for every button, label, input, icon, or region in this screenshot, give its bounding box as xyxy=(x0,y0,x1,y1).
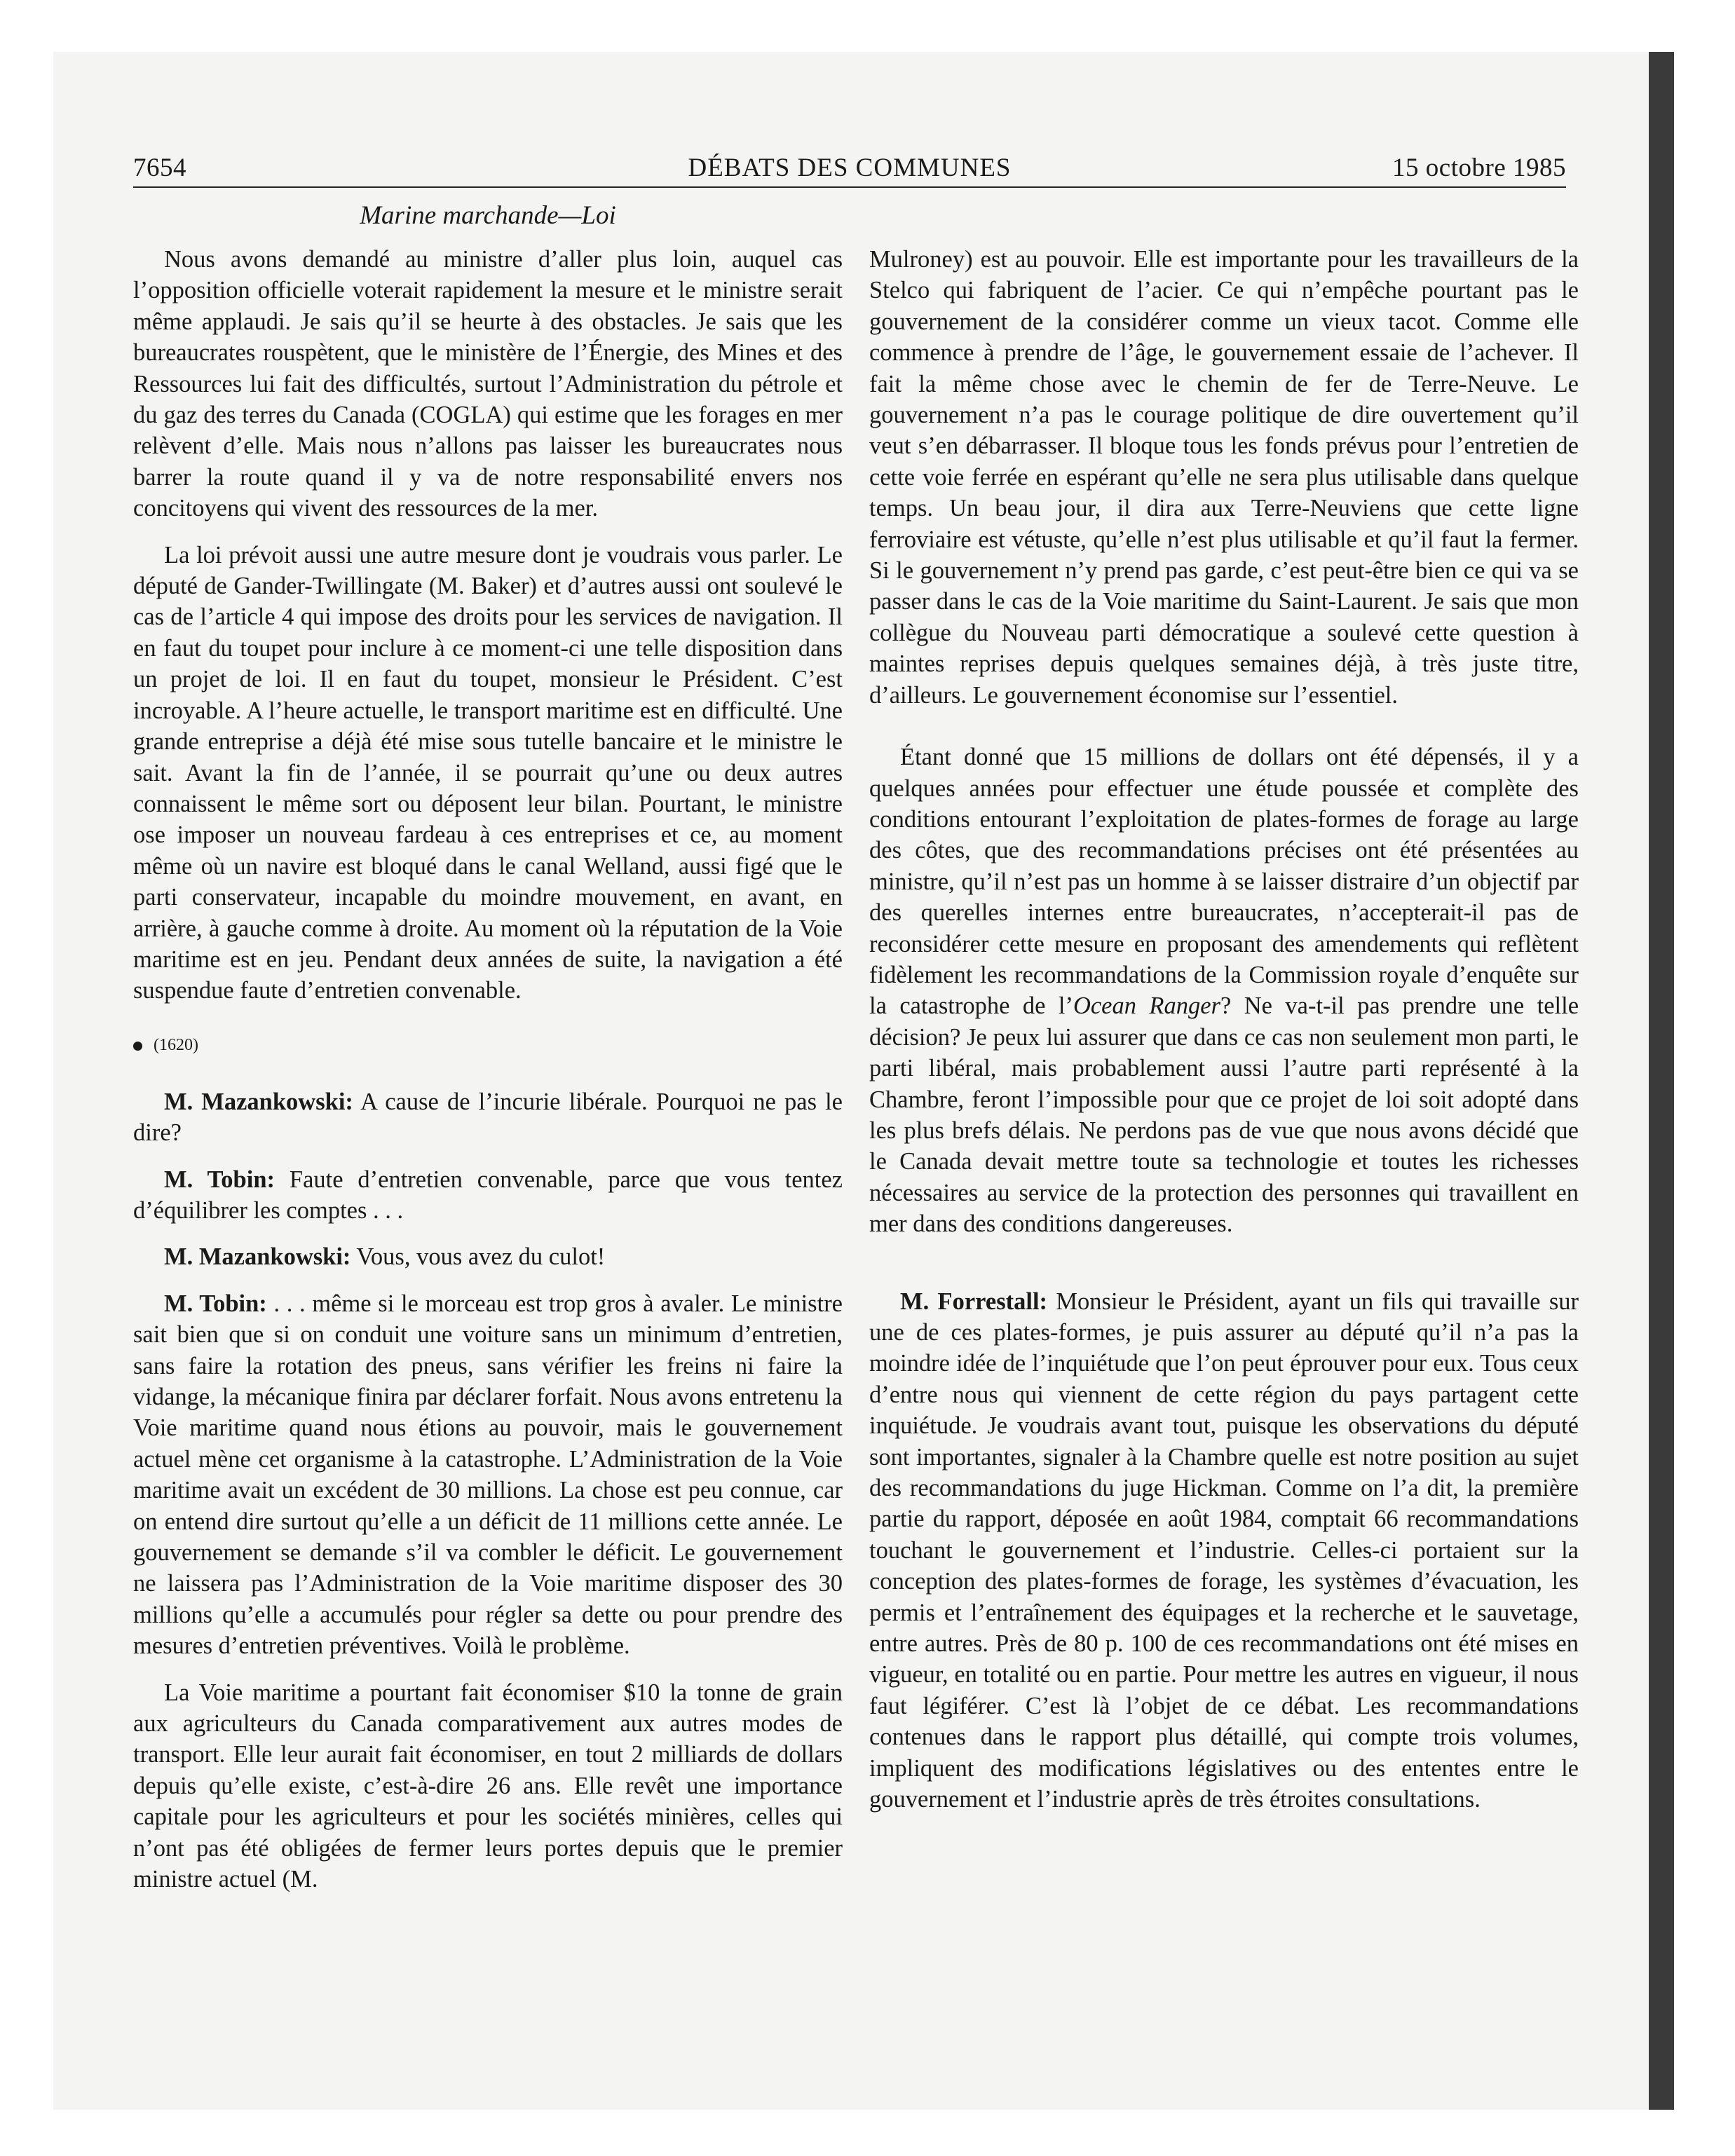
ship-name: Ocean Ranger xyxy=(1073,992,1220,1020)
page-header xyxy=(133,153,1566,189)
paragraph-text: ? Ne va-t-il pas prendre une telle décision? Je peux lui assurer que dans ce cas non seulement mon parti, le parti libéral, mais probablement aussi l’autre parti représenté à la Chambre, feront l’impossible pour que ce projet de loi soit adopté dans les plus brefs délais. Ne perdons pas de vue que nous avons décidé que le Canada devait mettre toute sa technologie et toutes les richesses nécessaires au service de la protection des personnes qui travaillent en mer dans des conditions dangereuses. xyxy=(869,992,1579,1238)
speech xyxy=(133,1164,843,1227)
page-date: 15 octobre 1985 xyxy=(1392,153,1566,182)
time-marker xyxy=(133,1035,843,1056)
paragraph: Nous avons demandé au ministre d’aller plus loin, auquel cas l’opposition officielle voterait rapidement la mesure et le ministre serait même applaudi. Je sais qu’il se heurte à des obstacles. Je sais que les bureaucrates rouspètent, que le ministère de l’Énergie, des Mines et des Ressources lui fait des difficultés, surtout l’Administration du pétrole et du gaz des terres du Canada (COGLA) qui estime que les forages en mer relèvent d’elle. Mais nous n’allons pas laisser les bureaucrates nous barrer la route quand il y va de notre responsabilité envers nos concitoyens qui vivent des ressources de la mer. xyxy=(133,246,843,522)
paragraph-text: Étant donné que 15 millions de dollars ont été dépensés, il y a quelques années pour effectuer une étude poussée et complète des conditions entourant l’exploitation de plates-formes de forage au large des côtes, que des recommandations précises ont été présentées au ministre, qu’il n’est pas un homme à se laisser distraire d’un objectif par des querelles internes entre bureaucrates, n’accepterait-il pas de reconsidérer cette mesure en proposant des amendements qui reflètent fidèlement les recommandations de la Commission royale d’enquête sur la catastrophe de l’ xyxy=(869,744,1579,1020)
speech-text: . . . même si le morceau est trop gros à avaler. Le ministre sait bien que si on conduit une voiture sans un minimum d’entretien, sans faire la rotation des pneus, sans vérifier les freins ni faire la vidange, la mécanique finira par déclarer forfait. Nous avons entretenu la Voie maritime quand nous étions au pouvoir, mais le gouvernement actuel mène cet organisme à la catastrophe. L’Administration de la Voie maritime avait un excédent de 30 millions. La chose est peu connue, car on entend dire surtout qu’elle a un déficit de 11 millions cette année. Le gouvernement se demande s’il va combler le déficit. Le gouvernement ne laissera pas l’Administration de la Voie maritime disposer des 30 millions qu’elle a accumulés pour régler sa dette ou pour prendre des mesures d’entretien préventives. Voilà le problème. xyxy=(133,1290,843,1660)
speaker-name: M. Tobin: xyxy=(164,1290,267,1317)
time-marker-text: (1620) xyxy=(154,1035,198,1054)
scan-edge-bar xyxy=(1649,52,1674,2110)
speaker-name: M. Tobin: xyxy=(164,1166,275,1193)
publication-title: DÉBATS DES COMMUNES xyxy=(688,153,1012,182)
speaker-name: M. Mazankowski: xyxy=(164,1088,353,1115)
right-column xyxy=(869,244,1579,1815)
bullet-dot-icon xyxy=(133,1042,142,1051)
speech xyxy=(133,1288,843,1662)
paragraph: Mulroney) est au pouvoir. Elle est importante pour les travailleurs de la Stelco qui fabriquent de l’acier. Ce qui n’empêche pourtant pas le gouvernement de la considérer comme un vieux tacot. Comme elle commence à prendre de l’âge, le gouvernement essaie de l’achever. Il fait la même chose avec le chemin de fer de Terre-Neuve. Le gouvernement n’a pas le courage politique de dire ouvertement qu’il veut s’en débarrasser. Il bloque tous les fonds prévus pour l’entretien de cette voie ferrée en espérant qu’elle ne sera plus utilisable dans quelque temps. Un beau jour, il dira aux Terre-Neuviens que cette ligne ferroviaire est vétuste, qu’elle n’est plus utilisable et qu’il faut la fermer. Si le gouvernement n’y prend pas garde, c’est peut-être bien ce qui va se passer dans le cas de la Voie maritime du Saint-Laurent. Je sais que mon collègue du Nouveau parti démocratique a soulevé cette question à maintes reprises depuis quelques semaines déjà, à très juste titre, d’ailleurs. Le gouvernement économise sur l’essentiel. xyxy=(869,246,1579,709)
speaker-name: M. Forrestall: xyxy=(900,1288,1048,1315)
left-column xyxy=(133,244,843,1895)
page-number: 7654 xyxy=(133,153,186,182)
speech xyxy=(869,1286,1579,1815)
speech-text: Vous, vous avez du culot! xyxy=(351,1243,606,1271)
speech xyxy=(133,1241,843,1272)
paragraph: La Voie maritime a pourtant fait économiser $10 la tonne de grain aux agriculteurs du Canada comparativement aux autres modes de transport. Elle leur aurait fait économiser, en tout 2 milliards de dollars depuis qu’elle existe, c’est-à-dire 26 ans. Elle revêt une importance capitale pour les agriculteurs et pour les sociétés minières, celles qui n’ont pas été obligées de fermer leurs portes depuis que le premier ministre actuel (M. xyxy=(133,1679,843,1893)
speech-text: Monsieur le Président, ayant un fils qui travaille sur une de ces plates-formes, je puis assurer au député qu’il n’a pas la moindre idée de l’inquiétude que l’on peut éprouver pour eux. Tous ceux d’entre nous qui viennent de cette région du pays partagent cette inquiétude. Je voudrais avant tout, puisque les observations du député sont importantes, signaler à la Chambre quelle est notre position au sujet des recommandations du juge Hickman. Comme on l’a dit, la première partie du rapport, déposée en août 1984, comptait 66 recommandations touchant le gouvernement et l’industrie. Celles-ci portaient sur la conception des plates-formes de forage, les systèmes d’évacuation, les permis et l’entraînement des équipages et la recherche et le sauvetage, entre autres. Près de 80 p. 100 de ces recommandations ont été mises en vigueur, en totalité ou en partie. Pour mettre les autres en vigueur, il nous faut légiférer. C’est là l’objet de ce débat. Les recommandations contenues dans le rapport plus détaillé, qui compte trois volumes, impliquent des modifications législatives ou des ententes entre le gouvernement et l’industrie après de très étroites consultations. xyxy=(869,1288,1579,1813)
speech-text: Faute d’entretien convenable, parce que vous tentez d’équilibrer les comptes . . . xyxy=(133,1166,843,1224)
speech xyxy=(133,1086,843,1149)
running-title: Marine marchande—Loi xyxy=(360,201,616,230)
header-rule xyxy=(133,186,1566,188)
speech-text: A cause de l’incurie libérale. Pourquoi ne pas le dire? xyxy=(133,1088,843,1147)
speaker-name: M. Mazankowski: xyxy=(164,1243,351,1271)
paragraph: La loi prévoit aussi une autre mesure dont je voudrais vous parler. Le député de Gander-Twillingate (M. Baker) et d’autres aussi ont soulevé le cas de l’article 4 qui impose des droits pour les services de navigation. Il en faut du toupet pour inclure à ce moment-ci une telle disposition dans un projet de loi. Il en faut du toupet, monsieur le Président. C’est incroyable. A l’heure actuelle, le transport maritime est en difficulté. Une grande entreprise a déjà été mise sous tutelle bancaire et le ministre le sait. Avant la fin de l’année, il se pourrait qu’une ou deux autres connaissent le même sort ou déposent leur bilan. Pourtant, le ministre ose imposer un nouveau fardeau à ces entreprises et ce, au moment même où un navire est bloqué dans le canal Welland, aussi figé que le parti conservateur, incapable du moindre mouvement, en avant, en arrière, à gauche comme à droite. Au moment où la réputation de la Voie maritime est en jeu. Pendant deux années de suite, la navigation a été suspendue faute d’entretien convenable. xyxy=(133,541,843,1004)
paragraph xyxy=(869,742,1579,1240)
